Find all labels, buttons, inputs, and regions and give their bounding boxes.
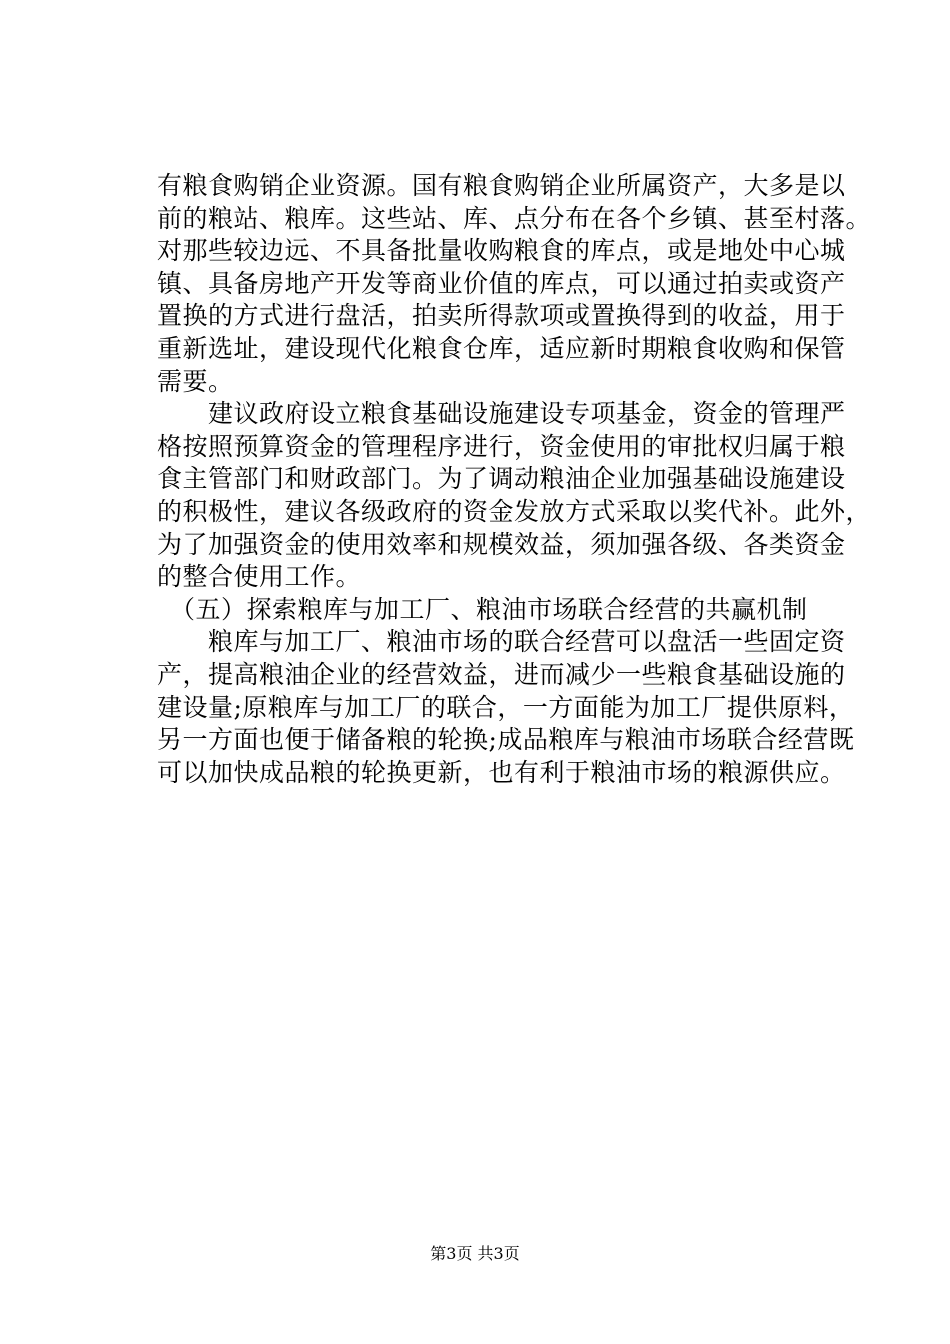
text-line: 需要。 xyxy=(157,366,234,396)
text-line: 的积极性，建议各级政府的资金发放方式采取以奖代补。此外， xyxy=(157,496,872,526)
text-line: 置换的方式进行盘活，拍卖所得款项或置换得到的收益，用于 xyxy=(157,301,846,331)
text-line: 镇、具备房地产开发等商业价值的库点，可以通过拍卖或资产 xyxy=(157,268,846,298)
text-line: 另一方面也便于储备粮的轮换;成品粮库与粮油市场联合经营既 xyxy=(157,725,855,755)
text-line: 产，提高粮油企业的经营效益，进而减少一些粮食基础设施的 xyxy=(157,659,846,689)
text-line: 前的粮站、粮库。这些站、库、点分布在各个乡镇、甚至村落。 xyxy=(157,203,872,233)
text-line: 的整合使用工作。 xyxy=(157,562,362,592)
text-line: 格按照预算资金的管理程序进行，资金使用的审批权归属于粮 xyxy=(157,431,846,461)
text-line: 建设量;原粮库与加工厂的联合，一方面能为加工厂提供原料， xyxy=(157,692,855,722)
text-line: 为了加强资金的使用效率和规模效益，须加强各级、各类资金 xyxy=(157,529,846,559)
body-text xyxy=(157,170,872,789)
text-line: 食主管部门和财政部门。为了调动粮油企业加强基础设施建设 xyxy=(157,464,846,494)
text-line: 重新选址，建设现代化粮食仓库，适应新时期粮食收购和保管 xyxy=(157,333,846,363)
section-heading: （五）探索粮库与加工厂、粮油市场联合经营的共赢机制 xyxy=(157,594,808,624)
text-line: 粮库与加工厂、粮油市场的联合经营可以盘活一些固定资 xyxy=(157,627,846,657)
text-line: 对那些较边远、不具备批量收购粮食的库点，或是地处中心城 xyxy=(157,236,846,266)
text-line: 建议政府设立粮食基础设施建设专项基金，资金的管理严 xyxy=(157,399,846,429)
text-line: 有粮食购销企业资源。国有粮食购销企业所属资产，大多是以 xyxy=(157,171,846,200)
text-line: 可以加快成品粮的轮换更新，也有利于粮油市场的粮源供应。 xyxy=(157,757,846,787)
page-footer: 第3页 共3页 xyxy=(430,1244,520,1263)
